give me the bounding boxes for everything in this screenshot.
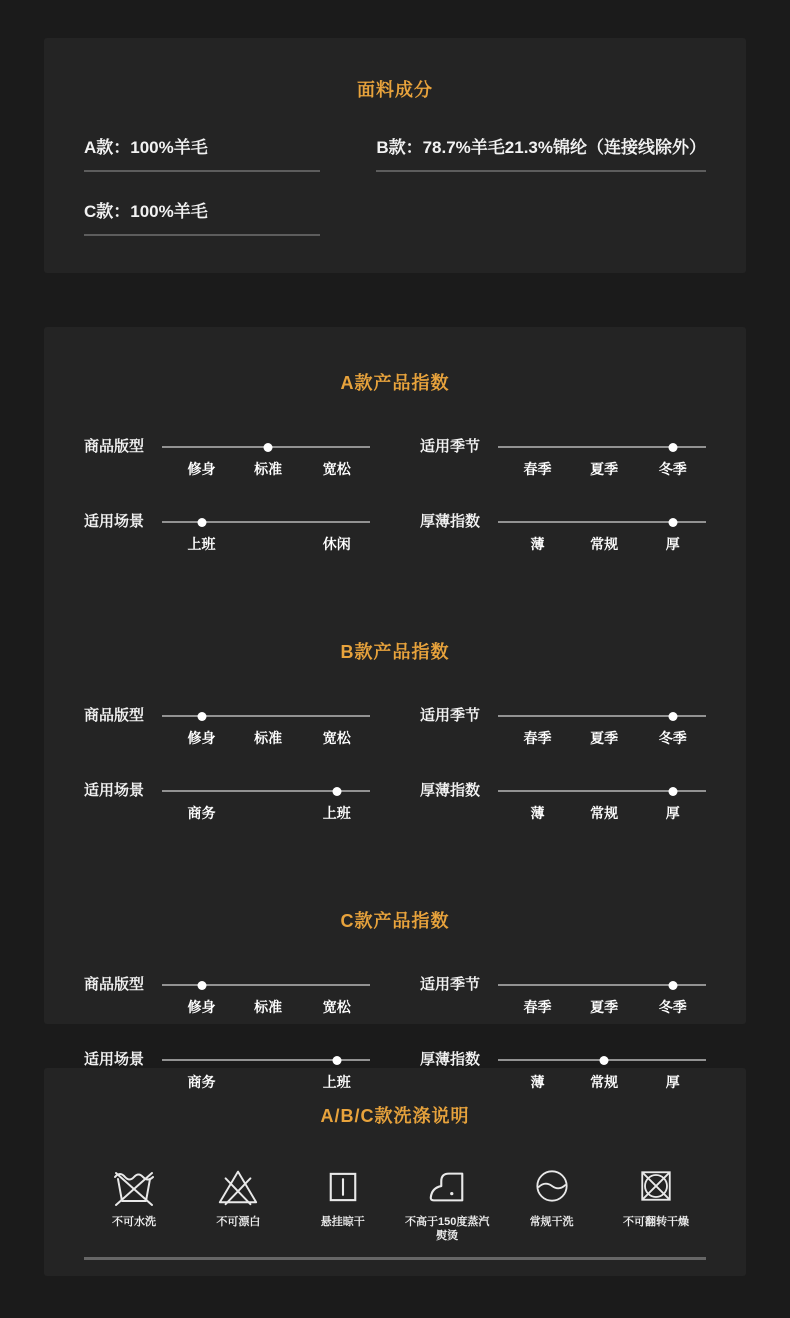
slider-option-label: 常规: [590, 805, 619, 821]
index-row-label: 商品版型: [84, 976, 145, 993]
no-tumble-dry-icon: [634, 1160, 678, 1208]
index-slider: [162, 790, 370, 844]
no-bleach-icon: [215, 1160, 261, 1208]
slider-option-label: 冬季: [658, 461, 687, 477]
slider-option-label: 薄: [530, 805, 545, 821]
index-row-label: 适用季节: [420, 438, 481, 455]
index-slider: [162, 446, 370, 500]
slider-track: [162, 521, 370, 523]
index-slider: [162, 984, 370, 1038]
index-row-label: 适用场景: [84, 513, 145, 530]
care-title: A/B/C款洗涤说明: [320, 1106, 470, 1126]
index-slider: [162, 715, 370, 769]
index-row-label: 商品版型: [84, 438, 145, 455]
index-slider: [162, 1059, 370, 1113]
index-row-label: 厚薄指数: [420, 513, 481, 530]
index-grid: [84, 708, 706, 844]
index-slider: [498, 715, 706, 769]
fabric-item-text: B款：78.7%羊毛21.3%锦纶（连接线除外）: [376, 138, 706, 157]
index-row-label: 适用季节: [420, 976, 481, 993]
slider-option-label: 宽松: [322, 730, 351, 746]
slider-option-label: 上班: [322, 805, 351, 821]
slider-option-label: 春季: [523, 999, 552, 1015]
index-slider: [498, 446, 706, 500]
fabric-item-text: C款：100%羊毛: [84, 202, 208, 221]
slider-option-label: 薄: [530, 1074, 545, 1090]
index-section: [84, 369, 706, 575]
index-row-label: 适用场景: [84, 782, 145, 799]
care-divider: [84, 1257, 706, 1260]
slider-dot: [332, 1056, 341, 1065]
slider-option-label: 休闲: [322, 536, 351, 552]
slider-option-label: 修身: [187, 730, 216, 746]
slider-dot: [668, 518, 677, 527]
slider-option-label: 标准: [254, 461, 283, 477]
care-item-label: 不可水洗: [112, 1216, 156, 1228]
index-row: [84, 708, 370, 769]
index-slider: [498, 790, 706, 844]
index-row: [84, 977, 370, 1038]
fabric-item-text: A款：100%羊毛: [84, 138, 208, 157]
index-row-label: 厚薄指数: [420, 782, 481, 799]
index-slider: [498, 521, 706, 575]
slider-dot: [600, 1056, 609, 1065]
slider-option-label: 春季: [523, 461, 552, 477]
slider-option-label: 厚: [665, 536, 680, 552]
fabric-item: [84, 197, 320, 236]
index-section: [84, 638, 706, 844]
slider-dot: [668, 443, 677, 452]
index-row: [84, 1052, 370, 1113]
slider-option-label: 冬季: [658, 999, 687, 1015]
fabric-item-divider: [84, 170, 320, 172]
slider-option-label: 厚: [665, 805, 680, 821]
slider-dot: [197, 712, 206, 721]
care-item-label: 不高于150度蒸汽熨烫: [404, 1216, 490, 1242]
slider-option-label: 标准: [254, 999, 283, 1015]
care-item: [397, 1160, 497, 1243]
index-row: [84, 514, 370, 575]
slider-option-label: 商务: [187, 805, 216, 821]
care-item: [502, 1160, 602, 1243]
slider-dot: [197, 981, 206, 990]
index-section-title: A款产品指数: [340, 373, 450, 393]
fabric-card: [44, 38, 746, 273]
slider-track: [162, 984, 370, 986]
index-slider: [498, 1059, 706, 1113]
care-item: [84, 1160, 184, 1243]
slider-option-label: 厚: [665, 1074, 680, 1090]
index-slider: [498, 984, 706, 1038]
slider-option-label: 宽松: [322, 999, 351, 1015]
slider-option-label: 常规: [590, 1074, 619, 1090]
index-section-title: C款产品指数: [340, 911, 450, 931]
index-row: [420, 977, 706, 1038]
fabric-item: [376, 133, 706, 172]
index-row: [420, 514, 706, 575]
slider-option-label: 夏季: [590, 999, 619, 1015]
slider-option-label: 标准: [254, 730, 283, 746]
index-card: [44, 327, 746, 1090]
slider-option-label: 夏季: [590, 730, 619, 746]
care-item-label: 不可翻转干燥: [622, 1216, 689, 1228]
index-row: [420, 783, 706, 844]
care-item: [606, 1160, 706, 1243]
care-item-label: 悬挂晾干: [320, 1216, 365, 1228]
care-row: [84, 1160, 706, 1243]
index-row: [420, 439, 706, 500]
steam-iron-150-icon: [424, 1160, 470, 1208]
fabric-title: 面料成分: [357, 80, 433, 100]
fabric-item: [84, 133, 320, 172]
slider-option-label: 修身: [187, 999, 216, 1015]
slider-dot: [668, 981, 677, 990]
index-row: [84, 783, 370, 844]
index-slider: [162, 521, 370, 575]
slider-dot: [668, 712, 677, 721]
slider-option-label: 薄: [530, 536, 545, 552]
index-grid: [84, 439, 706, 575]
slider-option-label: 常规: [590, 536, 619, 552]
slider-dot: [668, 787, 677, 796]
slider-option-label: 冬季: [658, 730, 687, 746]
slider-option-label: 商务: [187, 1074, 216, 1090]
care-item-label: 不可漂白: [216, 1216, 261, 1228]
care-item: [188, 1160, 288, 1243]
slider-option-label: 宽松: [322, 461, 351, 477]
fabric-item-divider: [376, 170, 706, 172]
slider-dot: [197, 518, 206, 527]
slider-option-label: 春季: [523, 730, 552, 746]
care-item: [293, 1160, 393, 1243]
slider-option-label: 上班: [187, 536, 216, 552]
no-wash-icon: [109, 1160, 159, 1208]
slider-dot: [332, 787, 341, 796]
slider-option-label: 夏季: [590, 461, 619, 477]
slider-option-label: 上班: [322, 1074, 351, 1090]
index-row-label: 厚薄指数: [420, 1051, 481, 1068]
index-row-label: 商品版型: [84, 707, 145, 724]
fabric-item-divider: [84, 234, 320, 236]
dry-clean-icon: [530, 1160, 574, 1208]
slider-track: [162, 715, 370, 717]
index-row: [420, 708, 706, 769]
care-item-label: 常规干洗: [529, 1216, 574, 1228]
index-row-label: 适用场景: [84, 1051, 145, 1068]
hang-dry-icon: [322, 1160, 364, 1208]
index-row-label: 适用季节: [420, 707, 481, 724]
slider-option-label: 修身: [187, 461, 216, 477]
index-row: [84, 439, 370, 500]
slider-dot: [264, 443, 273, 452]
index-section-title: B款产品指数: [340, 642, 450, 662]
fabric-grid: [84, 133, 706, 236]
